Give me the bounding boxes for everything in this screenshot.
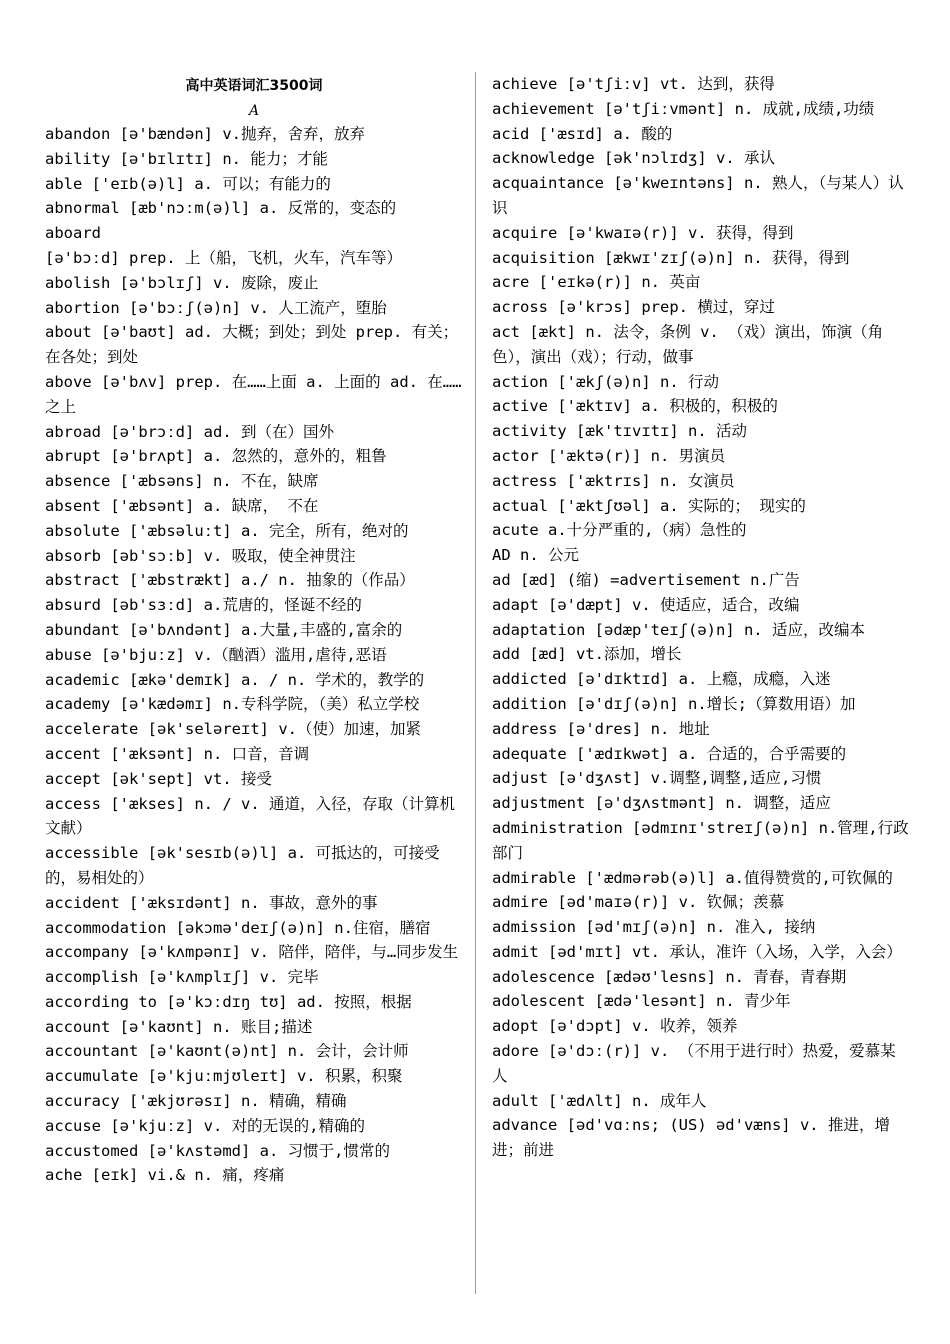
entry-definition: ['ædmərəb(ə)l] a.值得赞赏的,可钦佩的 bbox=[585, 868, 893, 887]
entry-word: aboard bbox=[45, 224, 101, 243]
entry-word: accompany bbox=[45, 943, 129, 962]
entry-definition: ['ækjʊrəsɪ] n. 精确，精确 bbox=[129, 1092, 347, 1111]
entry-definition: [ə'krɔs] prep. 横过，穿过 bbox=[557, 298, 775, 317]
entry-word: according to bbox=[45, 992, 157, 1011]
entry-definition: ['æsɪd] a. 酸的 bbox=[538, 124, 673, 143]
vocab-entry bbox=[492, 742, 910, 767]
entry-definition: a.十分严重的,（病）急性的 bbox=[548, 521, 747, 540]
vocab-entry bbox=[45, 568, 463, 593]
left-column bbox=[45, 72, 463, 1188]
vocab-entry bbox=[492, 171, 910, 221]
entry-word: advance bbox=[492, 1116, 558, 1135]
vocab-entry bbox=[45, 742, 463, 767]
entry-definition: ['æbsəns] n. 不在，缺席 bbox=[119, 472, 319, 491]
entry-word: ache bbox=[45, 1166, 83, 1185]
vocab-entry bbox=[45, 593, 463, 618]
entry-definition: [ə'kjuːz] v. 对的无误的,精确的 bbox=[110, 1116, 365, 1135]
vocab-entry bbox=[45, 544, 463, 569]
entry-definition: [ə'dʒʌstmənt] n. 调整，适应 bbox=[594, 794, 831, 813]
vocab-entry bbox=[45, 296, 463, 321]
entry-definition: [ə'bændən] v.抛弃，舍弃，放弃 bbox=[119, 125, 365, 143]
entry-definition: [ə'kædəmɪ] n.专科学院，（美）私立学校 bbox=[119, 695, 420, 714]
entry-definition: ['æktɪv] a. 积极的，积极的 bbox=[557, 397, 778, 416]
vocab-entry bbox=[492, 320, 910, 370]
entry-word: adaptation bbox=[492, 620, 586, 639]
entry-word: adolescence bbox=[492, 967, 595, 986]
entry-definition: [ə'brɔːd] ad. 到（在）国外 bbox=[110, 422, 334, 441]
entry-word: admit bbox=[492, 942, 539, 961]
entry-word: abroad bbox=[45, 422, 101, 441]
entry-word: abundant bbox=[45, 620, 120, 639]
vocab-entry bbox=[492, 72, 910, 97]
entry-definition: ['eɪb(ə)l] a. 可以；有能力的 bbox=[91, 174, 331, 193]
entry-definition: [ə'baʊt] ad. 大概；到处；到处 prep. 有关；在各处；到处 bbox=[45, 323, 459, 367]
vocab-entry bbox=[492, 642, 910, 667]
entry-word: absorb bbox=[45, 546, 101, 565]
entry-definition: [ə'dres] n. 地址 bbox=[566, 719, 710, 738]
entry-definition: [əb'sɜːd] a.荒唐的，怪诞不经的 bbox=[110, 596, 362, 615]
vocab-entry bbox=[492, 965, 910, 990]
entry-word: accuse bbox=[45, 1116, 101, 1135]
entry-definition: [ækə'demɪk] a. / n. 学术的，教学的 bbox=[129, 670, 425, 689]
entry-definition: ['æksɪdənt] n. 事故，意外的事 bbox=[129, 893, 378, 912]
entry-word: add bbox=[492, 645, 520, 664]
entry-word: addicted bbox=[492, 670, 567, 689]
entry-definition: [ə'bɔːʃ(ə)n] v. 人工流产，堕胎 bbox=[129, 298, 387, 317]
vocab-entry bbox=[45, 1064, 463, 1089]
vocab-entry bbox=[45, 147, 463, 172]
entry-definition: ['ækses] n. / v. 通道，入径，存取（计算机文献） bbox=[45, 794, 455, 838]
right-column bbox=[492, 72, 910, 1163]
entry-definition: [ək'sesɪb(ə)l] a. 可抵达的，可接受的，易相处的） bbox=[45, 844, 440, 887]
entry-definition: [ə'bʌndənt] a.大量,丰盛的,富余的 bbox=[129, 620, 403, 639]
vocab-entry bbox=[45, 221, 463, 271]
vocab-entry bbox=[492, 122, 910, 147]
vocab-entry bbox=[45, 519, 463, 544]
entry-word: abrupt bbox=[45, 447, 101, 466]
vocab-entry bbox=[492, 989, 910, 1014]
entry-definition: [æb'nɔːm(ə)l] a. 反常的，变态的 bbox=[129, 199, 397, 218]
vocab-entry bbox=[45, 792, 463, 842]
vocab-entry bbox=[45, 965, 463, 990]
vocab-entry bbox=[492, 766, 910, 791]
vocab-entry bbox=[492, 791, 910, 816]
vocab-entry bbox=[45, 271, 463, 296]
vocab-entry bbox=[492, 246, 910, 271]
vocab-entry bbox=[45, 618, 463, 643]
entry-definition: [ə'bɪlɪtɪ] n. 能力；才能 bbox=[119, 149, 328, 168]
vocab-entry bbox=[492, 419, 910, 444]
entry-word: admission bbox=[492, 918, 576, 937]
entry-definition: ['æbsənt] a. 缺席， 不在 bbox=[110, 496, 319, 515]
entry-definition: [əkɔmə'deɪʃ(ə)n] n.住宿，膳宿 bbox=[175, 918, 431, 937]
entry-word: achievement bbox=[492, 99, 595, 118]
entry-word: abuse bbox=[45, 645, 92, 664]
entry-word: admire bbox=[492, 893, 548, 912]
entry-definition: [ə'kɔːdɪŋ tʊ] ad. 按照，根据 bbox=[166, 992, 412, 1011]
entry-definition: ['eɪkə(r)] n. 英亩 bbox=[538, 273, 701, 292]
entry-word: access bbox=[45, 794, 101, 813]
entry-word: active bbox=[492, 397, 548, 416]
vocab-entry bbox=[45, 1139, 463, 1164]
entry-definition: [ə'tʃiːv] vt. 达到，获得 bbox=[566, 75, 775, 93]
entry-definition: [ə'kʌstəmd] a. 习惯于,惯常的 bbox=[147, 1141, 390, 1160]
vocab-entry bbox=[492, 816, 910, 866]
entry-definition: ['æktrɪs] n. 女演员 bbox=[566, 471, 735, 490]
vocab-entry bbox=[45, 1114, 463, 1139]
entry-definition: ['ædɪkwət] a. 合适的，合乎需要的 bbox=[576, 744, 847, 763]
vocab-entry bbox=[45, 990, 463, 1015]
entry-definition: n. 公元 bbox=[520, 546, 580, 565]
entry-word: acquaintance bbox=[492, 174, 604, 193]
entry-definition: [ə'kʌmplɪʃ] v. 完毕 bbox=[147, 968, 319, 987]
entry-definition: [ə'kaʊnt(ə)nt] n. 会计，会计师 bbox=[147, 1042, 409, 1061]
entry-definition: [ə'dɪktɪd] a. 上瘾，成瘾，入迷 bbox=[576, 670, 831, 689]
entry-word: accent bbox=[45, 744, 101, 763]
entry-word: actor bbox=[492, 446, 539, 465]
vocab-entry bbox=[45, 767, 463, 792]
entry-word: acknowledge bbox=[492, 149, 595, 168]
entry-definition: [ədæp'teɪʃ(ə)n] n. 适应，改编本 bbox=[594, 620, 865, 639]
entry-definition: [ə'dɔpt] v. 收养，领养 bbox=[548, 1017, 738, 1036]
entry-word: adolescent bbox=[492, 992, 586, 1011]
vocab-entry bbox=[45, 643, 463, 668]
vocab-entry bbox=[45, 196, 463, 221]
entry-word: abandon bbox=[45, 125, 111, 143]
vocab-entry bbox=[45, 444, 463, 469]
entry-word: address bbox=[492, 719, 558, 738]
entry-word: achieve bbox=[492, 75, 558, 93]
vocab-entry bbox=[45, 420, 463, 445]
entry-definition: [əd'mɪt] vt. 承认，准许（入场，入学，入会） bbox=[548, 942, 902, 961]
vocab-entry bbox=[492, 370, 910, 395]
entry-definition: ['æktʃʊəl] a. 实际的； 现实的 bbox=[557, 496, 806, 515]
entry-word: accountant bbox=[45, 1042, 139, 1061]
vocab-entry bbox=[45, 940, 463, 965]
entry-definition: [ək'sept] vt. 接受 bbox=[110, 769, 272, 788]
entry-word: absurd bbox=[45, 596, 101, 615]
entry-word: actress bbox=[492, 471, 558, 490]
entry-word: abortion bbox=[45, 298, 120, 317]
vocab-entry bbox=[45, 841, 463, 891]
entry-definition: [ædə'lesənt] n. 青少年 bbox=[594, 992, 791, 1011]
entry-word: adore bbox=[492, 1042, 539, 1061]
entry-definition: [ə'kʌmpənɪ] v. 陪伴，陪伴，与…同步发生 bbox=[138, 943, 459, 962]
vocab-entry bbox=[492, 1039, 910, 1089]
entry-definition: [ə'kaʊnt] n. 账目;描述 bbox=[119, 1017, 313, 1036]
entry-definition: [ək'seləreɪt] v.（使）加速，加紧 bbox=[147, 720, 421, 739]
entry-word: academy bbox=[45, 695, 111, 714]
vocab-entry bbox=[492, 270, 910, 295]
entry-word: accident bbox=[45, 893, 120, 912]
entry-word: accumulate bbox=[45, 1067, 139, 1086]
vocab-entry bbox=[492, 593, 910, 618]
entry-definition: [æd] (缩) =advertisement n.广告 bbox=[520, 570, 800, 589]
entry-definition: ['æksənt] n. 口音，音调 bbox=[110, 744, 310, 763]
entry-definition: [ə'dæpt] v. 使适应，适合，改编 bbox=[548, 595, 800, 614]
vocab-entry bbox=[45, 370, 463, 420]
right-entry-list bbox=[492, 72, 910, 1163]
entry-definition: [ə'dʒʌst] v.调整,调整,适应,习惯 bbox=[557, 769, 822, 788]
vocab-entry bbox=[492, 394, 910, 419]
entry-word: acute bbox=[492, 521, 539, 540]
entry-definition: [ə'bɔːd] prep. 上（船，飞机，火车，汽车等） bbox=[45, 248, 402, 267]
entry-definition: [ækwɪ'zɪʃ(ə)n] n. 获得，得到 bbox=[604, 248, 850, 267]
entry-definition: [ə'kwaɪə(r)] v. 获得，得到 bbox=[566, 223, 794, 242]
vocab-entry bbox=[45, 668, 463, 693]
entry-word: administration bbox=[492, 818, 623, 837]
left-entry-list bbox=[45, 122, 463, 1188]
entry-word: accommodation bbox=[45, 918, 167, 937]
entry-word: acre bbox=[492, 273, 530, 292]
entry-word: ability bbox=[45, 149, 111, 168]
entry-definition: [æd] vt.添加，增长 bbox=[529, 645, 682, 664]
entry-definition: [ə'kweɪntəns] n. 熟人，（与某人）认识 bbox=[492, 174, 904, 217]
page-title: 高中英语词汇3500词 bbox=[185, 78, 323, 94]
entry-word: abnormal bbox=[45, 199, 120, 218]
vocab-entry bbox=[492, 518, 910, 543]
vocab-entry bbox=[492, 1014, 910, 1039]
vocab-entry bbox=[492, 667, 910, 692]
entry-word: action bbox=[492, 372, 548, 391]
vocab-entry bbox=[492, 543, 910, 568]
entry-definition: [ædəʊ'lesns] n. 青春，青春期 bbox=[604, 967, 847, 986]
entry-definition: [ə'dɪʃ(ə)n] n.增长;（算数用语）加 bbox=[576, 694, 856, 713]
entry-word: accessible bbox=[45, 844, 139, 863]
vocab-entry bbox=[45, 692, 463, 717]
vocab-entry bbox=[492, 618, 910, 643]
entry-word: actual bbox=[492, 496, 548, 515]
entry-word: adult bbox=[492, 1091, 539, 1110]
entry-definition: ['ækʃ(ə)n] n. 行动 bbox=[557, 372, 719, 391]
vocab-entry bbox=[45, 717, 463, 742]
entry-definition: ['æktə(r)] n. 男演员 bbox=[548, 446, 726, 465]
entry-word: admirable bbox=[492, 868, 576, 887]
vocab-entry bbox=[492, 717, 910, 742]
entry-definition: [ə'bɔlɪʃ] v. 废除，废止 bbox=[119, 273, 319, 292]
vocab-entry bbox=[492, 494, 910, 519]
entry-word: acquisition bbox=[492, 248, 595, 267]
entry-word: addition bbox=[492, 694, 567, 713]
entry-word: adequate bbox=[492, 744, 567, 763]
section-letter: A bbox=[248, 103, 260, 119]
entry-word: accomplish bbox=[45, 968, 139, 987]
entry-word: AD bbox=[492, 546, 511, 565]
entry-word: academic bbox=[45, 670, 120, 689]
column-divider bbox=[475, 72, 476, 1294]
entry-definition: [eɪk] vi.& n. 痛，疼痛 bbox=[91, 1166, 285, 1185]
entry-word: acid bbox=[492, 124, 530, 143]
vocab-entry bbox=[492, 915, 910, 940]
entry-definition: [ə'dɔː(r)] v. （不用于进行时）热爱，爱慕某人 bbox=[492, 1042, 896, 1085]
vocab-entry bbox=[45, 172, 463, 197]
entry-definition: [əd'maɪə(r)] v. 钦佩；羡慕 bbox=[557, 893, 785, 912]
entry-definition: [ə'tʃiːvmənt] n. 成就,成绩,功绩 bbox=[604, 99, 875, 118]
vocab-entry bbox=[492, 1089, 910, 1114]
entry-word: activity bbox=[492, 422, 567, 441]
vocab-entry bbox=[492, 866, 910, 891]
vocab-entry bbox=[45, 1039, 463, 1064]
entry-definition: ['æbsəluːt] a. 完全，所有，绝对的 bbox=[129, 521, 409, 540]
entry-word: adjustment bbox=[492, 794, 586, 813]
vocab-entry bbox=[492, 890, 910, 915]
vocab-entry bbox=[45, 320, 463, 370]
entry-word: adapt bbox=[492, 595, 539, 614]
entry-word: ad bbox=[492, 570, 511, 589]
entry-word: adjust bbox=[492, 769, 548, 788]
entry-definition: [ə'bjuːz] v.（酗酒）滥用,虐待,恶语 bbox=[101, 645, 387, 664]
vocab-entry bbox=[45, 1089, 463, 1114]
entry-word: across bbox=[492, 298, 548, 317]
entry-word: account bbox=[45, 1017, 111, 1036]
vocab-entry bbox=[492, 295, 910, 320]
entry-definition: [əd'vɑːns; (US) əd'væns] v. 推进，增进；前进 bbox=[492, 1116, 890, 1160]
entry-word: absent bbox=[45, 496, 101, 515]
entry-definition: [ək'nɔlɪdʒ] v. 承认 bbox=[604, 149, 775, 168]
vocab-entry bbox=[492, 444, 910, 469]
vocab-entry bbox=[492, 1113, 910, 1163]
vocab-entry bbox=[492, 940, 910, 965]
entry-word: about bbox=[45, 323, 92, 342]
vocab-entry bbox=[492, 146, 910, 171]
vocab-entry bbox=[492, 692, 910, 717]
entry-definition: ['ædʌlt] n. 成年人 bbox=[548, 1091, 707, 1110]
entry-definition: [ədmɪnɪ'streɪʃ(ə)n] n.管理,行政部门 bbox=[492, 818, 909, 862]
entry-word: adopt bbox=[492, 1017, 539, 1036]
entry-word: accept bbox=[45, 769, 101, 788]
entry-word: accustomed bbox=[45, 1141, 139, 1160]
entry-definition: [ækt] n. 法令，条例 v. （戏）演出，饰演（角色），演出（戏）；行动，做事 bbox=[492, 322, 884, 366]
entry-word: absence bbox=[45, 472, 111, 491]
vocab-entry bbox=[45, 122, 463, 147]
entry-word: acquire bbox=[492, 223, 558, 242]
vocab-entry bbox=[45, 469, 463, 494]
vocab-entry bbox=[45, 1163, 463, 1188]
entry-definition: [æk'tɪvɪtɪ] n. 活动 bbox=[576, 422, 747, 441]
entry-word: absolute bbox=[45, 521, 120, 540]
vocab-entry bbox=[492, 221, 910, 246]
entry-word: accelerate bbox=[45, 720, 139, 739]
entry-word: accuracy bbox=[45, 1092, 120, 1111]
entry-definition: [ə'brʌpt] a. 忽然的，意外的，粗鲁 bbox=[110, 447, 387, 466]
vocab-entry bbox=[492, 469, 910, 494]
vocab-entry bbox=[45, 1015, 463, 1040]
entry-definition: [ə'kjuːmjʊleɪt] v. 积累，积聚 bbox=[147, 1067, 403, 1086]
vocab-entry bbox=[492, 568, 910, 593]
entry-word: act bbox=[492, 322, 520, 341]
entry-word: abstract bbox=[45, 571, 120, 590]
vocab-entry bbox=[492, 97, 910, 122]
entry-word: able bbox=[45, 174, 83, 193]
entry-definition: ['æbstrækt] a./ n. 抽象的（作品） bbox=[129, 571, 415, 590]
entry-word: abolish bbox=[45, 273, 111, 292]
entry-definition: [ə'bʌv] prep. 在……上面 a. 上面的 ad. 在……之上 bbox=[45, 372, 462, 416]
entry-definition: [əd'mɪʃ(ə)n] n. 准入, 接纳 bbox=[585, 918, 816, 937]
vocab-entry bbox=[45, 916, 463, 941]
vocab-entry bbox=[45, 891, 463, 916]
entry-word: above bbox=[45, 372, 92, 391]
entry-definition: [əb'sɔːb] v. 吸取，使全神贯注 bbox=[110, 546, 356, 565]
vocab-entry bbox=[45, 494, 463, 519]
